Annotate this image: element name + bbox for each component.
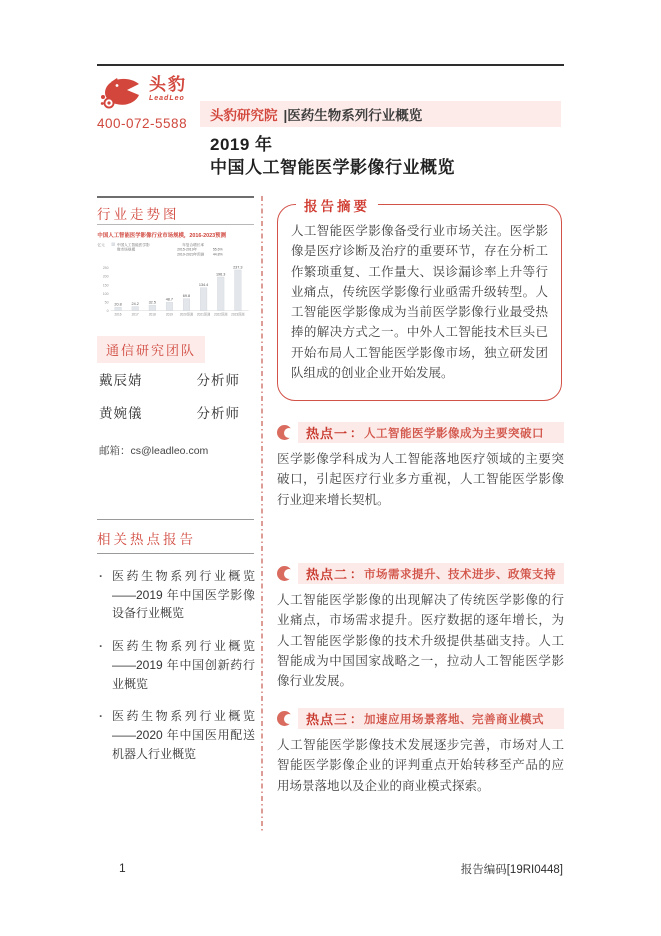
- report-title: [210, 133, 455, 179]
- report-code: 报告编码[19RI0448]: [460, 864, 563, 876]
- svg-text:48.7: 48.7: [165, 297, 174, 302]
- hotspot-3-bar: [298, 708, 564, 729]
- svg-text:32.5: 32.5: [148, 300, 156, 305]
- svg-text:2023预测: 2023预测: [231, 312, 245, 317]
- hotspot-separator: ：: [350, 712, 363, 726]
- hotspot-label: 热点二: [306, 567, 349, 582]
- hotspot-label: 热点一: [306, 426, 349, 441]
- hotspot-2-bar: [298, 563, 564, 584]
- hotspot-separator: ：: [350, 426, 363, 440]
- related-reports-list: [97, 567, 255, 777]
- svg-text:55.6%: 55.6%: [212, 247, 223, 252]
- series-name: |医药生物系列行业概览: [283, 108, 423, 123]
- svg-text:像市场规模: 像市场规模: [116, 247, 136, 252]
- svg-text:24.2: 24.2: [131, 301, 139, 306]
- related-report-item: · 医药生物系列行业概览——2019 年中国创新药行业概览: [97, 637, 255, 693]
- hotspot-1-bar: [298, 422, 564, 443]
- hotspot-2-header: [277, 563, 564, 584]
- analyst-role: 分析师: [196, 406, 240, 421]
- email-address: cs@leadleo.com: [130, 445, 209, 457]
- svg-text:中国人工智能医学影像行业市场规模，2016-2023预测: 中国人工智能医学影像行业市场规模，2016-2023预测: [97, 233, 227, 240]
- contact-email: [99, 443, 208, 458]
- market-size-chart: [96, 230, 250, 326]
- crescent-icon: [277, 566, 292, 581]
- column-separator: [261, 196, 263, 832]
- email-label: 邮箱：: [99, 445, 131, 457]
- svg-text:237.3: 237.3: [233, 265, 243, 270]
- hotspot-separator: ：: [350, 567, 363, 581]
- summary-box: [277, 199, 562, 401]
- institute-name: 头豹研究院: [210, 108, 278, 123]
- sidebar-divider: [97, 519, 254, 520]
- svg-text:2018: 2018: [148, 312, 156, 317]
- crescent-icon: [277, 425, 292, 440]
- svg-text:0: 0: [106, 309, 109, 314]
- hotspot-label: 热点三: [306, 712, 349, 727]
- hotspot-2-body: 人工智能医学影像的出现解决了传统医学影像的行业痛点，市场需求提升。医疗数据的逐年增长，为人工智能医学影像的技术升级提供基础支持。人工智能成为中国国家战略之一，拉动人工智能医学影像行业发展。: [277, 593, 564, 688]
- svg-text:2015-2019年: 2015-2019年: [177, 247, 198, 252]
- svg-text:150: 150: [102, 283, 109, 288]
- logo-text-en: LeadLeo: [149, 95, 185, 102]
- crescent-icon: [277, 711, 292, 726]
- leopard-logo-icon: [99, 76, 145, 114]
- svg-text:134.4: 134.4: [198, 282, 209, 287]
- related-report-item: · 医药生物系列行业概览——2019 年中国医学影像设备行业概览: [97, 567, 255, 623]
- analyst-row: [99, 402, 240, 422]
- series-header-strip: [200, 101, 561, 127]
- svg-text:2021预测: 2021预测: [196, 312, 211, 317]
- trend-section-title: 行业走势图: [97, 207, 180, 222]
- sidebar-divider: [97, 196, 254, 198]
- sidebar-divider: [97, 224, 254, 225]
- top-rule: [97, 64, 564, 66]
- svg-text:亿元: 亿元: [97, 242, 105, 247]
- svg-text:50: 50: [104, 300, 109, 305]
- hotspot-title: 加速应用场景落地、完善商业模式: [364, 713, 545, 726]
- logo-text-cn: 头豹: [149, 75, 187, 94]
- svg-text:年复合增长率: 年复合增长率: [182, 242, 205, 247]
- svg-text:44.8%: 44.8%: [212, 252, 223, 257]
- related-report-item: · 医药生物系列行业概览——2020 年中国医用配送机器人行业概览: [97, 707, 255, 763]
- trend-chart-svg: [96, 230, 250, 326]
- svg-text:2019-2023年预测: 2019-2023年预测: [177, 252, 205, 257]
- svg-text:2017: 2017: [131, 312, 139, 317]
- analyst-name: 戴辰婧: [99, 373, 143, 388]
- svg-text:2022预测: 2022预测: [214, 312, 228, 317]
- summary-body: 人工智能医学影像备受行业市场关注。医学影像是医疗诊断及治疗的重要环节，存在分析工作繁琐重复、工作量大、误诊漏诊率上升等行业痛点，传统医学影像行业亟需升级转型。人工智能医学影像成为当前医学影像行业最受热捧的解决方式之一。中外人工智能技术巨头已开始布局人工智能医学影像市场，独立研发团队组成的创业企业开始发展。: [291, 224, 548, 380]
- svg-text:2019: 2019: [165, 312, 173, 317]
- hotspot-1-body: 医学影像学科成为人工智能落地医疗领域的主要突破口，引起医疗行业多方重视，人工智能医学影像行业迎来增长契机。: [277, 452, 564, 507]
- hotspot-3-header: [277, 708, 564, 729]
- hotspot-3-body: 人工智能医学影像技术发展逐步完善，市场对人工智能医学影像企业的评判重点开始转移至产品的应用场景落地以及企业的商业模式探索。: [277, 738, 564, 793]
- related-section-title: 相关热点报告: [97, 532, 196, 547]
- page-number: 1: [119, 861, 126, 875]
- svg-text:250: 250: [102, 266, 109, 271]
- report-title-year: 2019 年: [210, 135, 273, 154]
- analyst-row: [99, 369, 240, 389]
- hotspot-1-header: [277, 422, 564, 443]
- sidebar-divider: [97, 553, 254, 554]
- svg-text:196.3: 196.3: [215, 272, 226, 277]
- report-title-main: 中国人工智能医学影像行业概览: [210, 158, 455, 177]
- svg-text:中国人工智能医学影: 中国人工智能医学影: [116, 242, 150, 247]
- svg-text:2020预测: 2020预测: [179, 312, 194, 317]
- svg-text:2016: 2016: [114, 312, 122, 317]
- svg-text:200: 200: [102, 274, 109, 279]
- team-section-title: 通信研究团队: [97, 336, 205, 363]
- analyst-name: 黄婉儀: [99, 406, 143, 421]
- leadleo-logo: [99, 76, 209, 116]
- hotspot-title: 人工智能医学影像成为主要突破口: [364, 427, 545, 440]
- svg-text:69.8: 69.8: [182, 294, 191, 299]
- analyst-role: 分析师: [196, 373, 240, 388]
- svg-text:100: 100: [102, 291, 109, 296]
- summary-title: 报告摘要: [296, 195, 378, 215]
- contact-phone: 400-072-5588: [97, 116, 188, 131]
- svg-text:20.8: 20.8: [114, 302, 122, 307]
- hotspot-title: 市场需求提升、技术进步、政策支持: [364, 568, 557, 581]
